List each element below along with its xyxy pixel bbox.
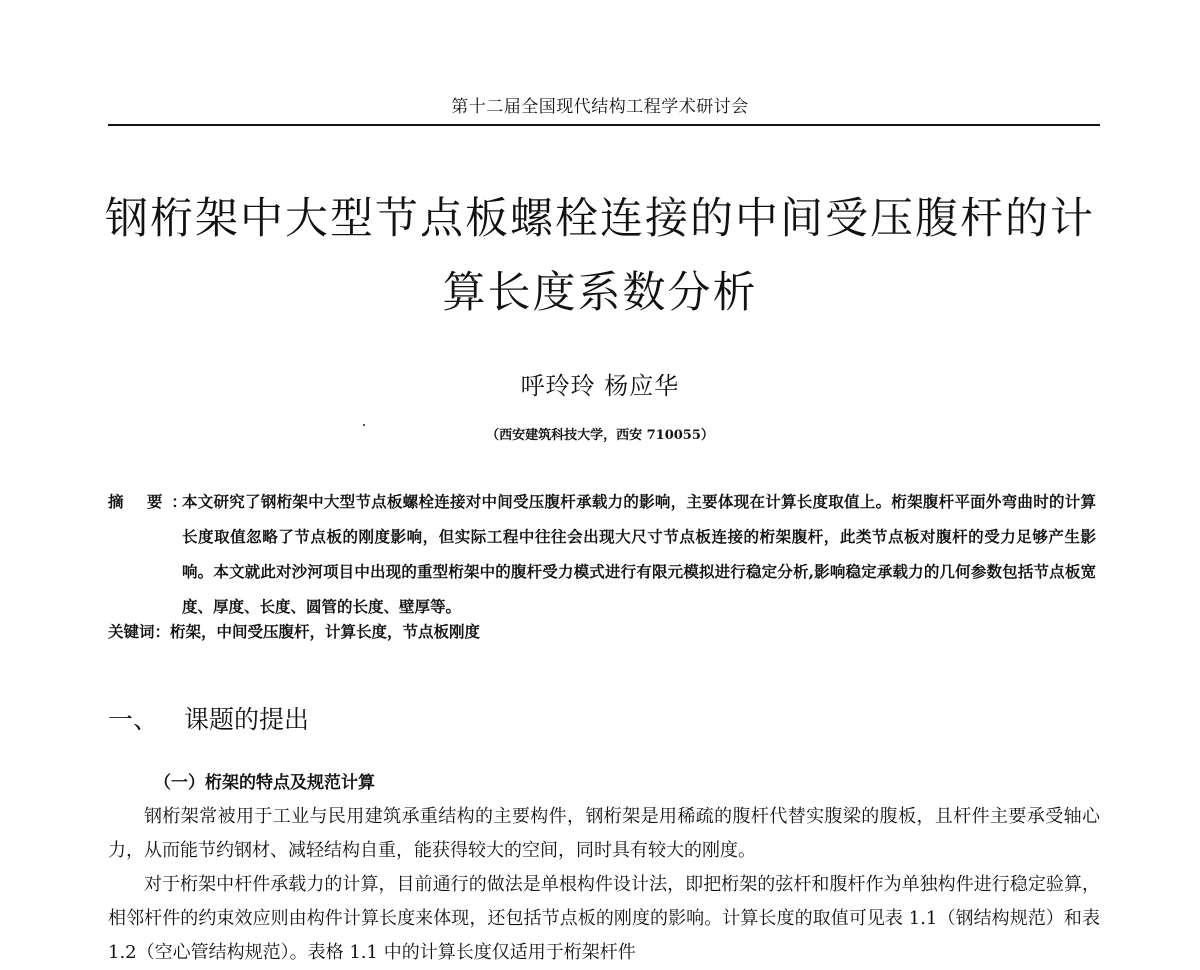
abstract xyxy=(108,484,1096,624)
subsection-heading: （一）桁架的特点及规范计算 xyxy=(154,773,375,793)
abstract-body: 本文研究了钢桁架中大型节点板螺栓连接对中间受压腹杆承载力的影响，主要体现在计算长度取值上。桁架腹杆平面外弯曲时的计算长度取值忽略了节点板的刚度影响，但实际工程中往往会出现大尺寸节点板连接的桁架腹杆，此类节点板对腹杆的受力足够产生影响。本文就此对沙河项目中出现的重型桁架中的腹杆受力模式进行有限元模拟进行稳定分析,影响稳定承载力的几何参数包括节点板宽度、厚度、长度、圆管的长度、壁厚等。 xyxy=(182,492,1096,616)
running-header: 第十二届全国现代结构工程学术研讨会 xyxy=(451,97,749,117)
keywords xyxy=(108,620,1096,642)
keywords-label: 关键词： xyxy=(108,622,171,641)
section-number: 一、 xyxy=(108,705,159,734)
section-heading xyxy=(108,700,309,736)
paper-title: 钢桁架中大型节点板螺栓连接的中间受压腹杆的计算长度系数分析 xyxy=(105,194,1095,318)
keywords-text: 桁架，中间受压腹杆，计算长度，节点板刚度 xyxy=(170,622,481,641)
authors: 呼玲玲 杨应华 xyxy=(520,372,680,400)
section-title: 课题的提出 xyxy=(184,705,310,734)
affiliation: （西安建筑科技大学，西安 710055） xyxy=(486,428,714,443)
paragraph: 钢桁架常被用于工业与民用建筑承重结构的主要构件，钢桁架是用稀疏的腹杆代替实腹梁的腹板，且杆件主要承受轴心力，从而能节约钢材、减轻结构自重，能获得较大的空间，同时具有较大的刚度。 xyxy=(108,806,1100,861)
header-rule xyxy=(108,124,1100,126)
abstract-label: 摘 要： xyxy=(108,492,196,511)
paragraph: 对于桁架中杆件承载力的计算，目前通行的做法是单根构件设计法，即把桁架的弦杆和腹杆作为单独构件进行稳定验算，相邻杆件的约束效应则由构件计算长度来体现，还包括节点板的刚度的影响。计算长度的取值可见表 1.1（钢结构规范）和表 1.2（空心管结构规范）。表格 1.1 中的计算长度仅适用于桁架杆件 xyxy=(108,874,1100,963)
body-text xyxy=(108,800,1100,970)
